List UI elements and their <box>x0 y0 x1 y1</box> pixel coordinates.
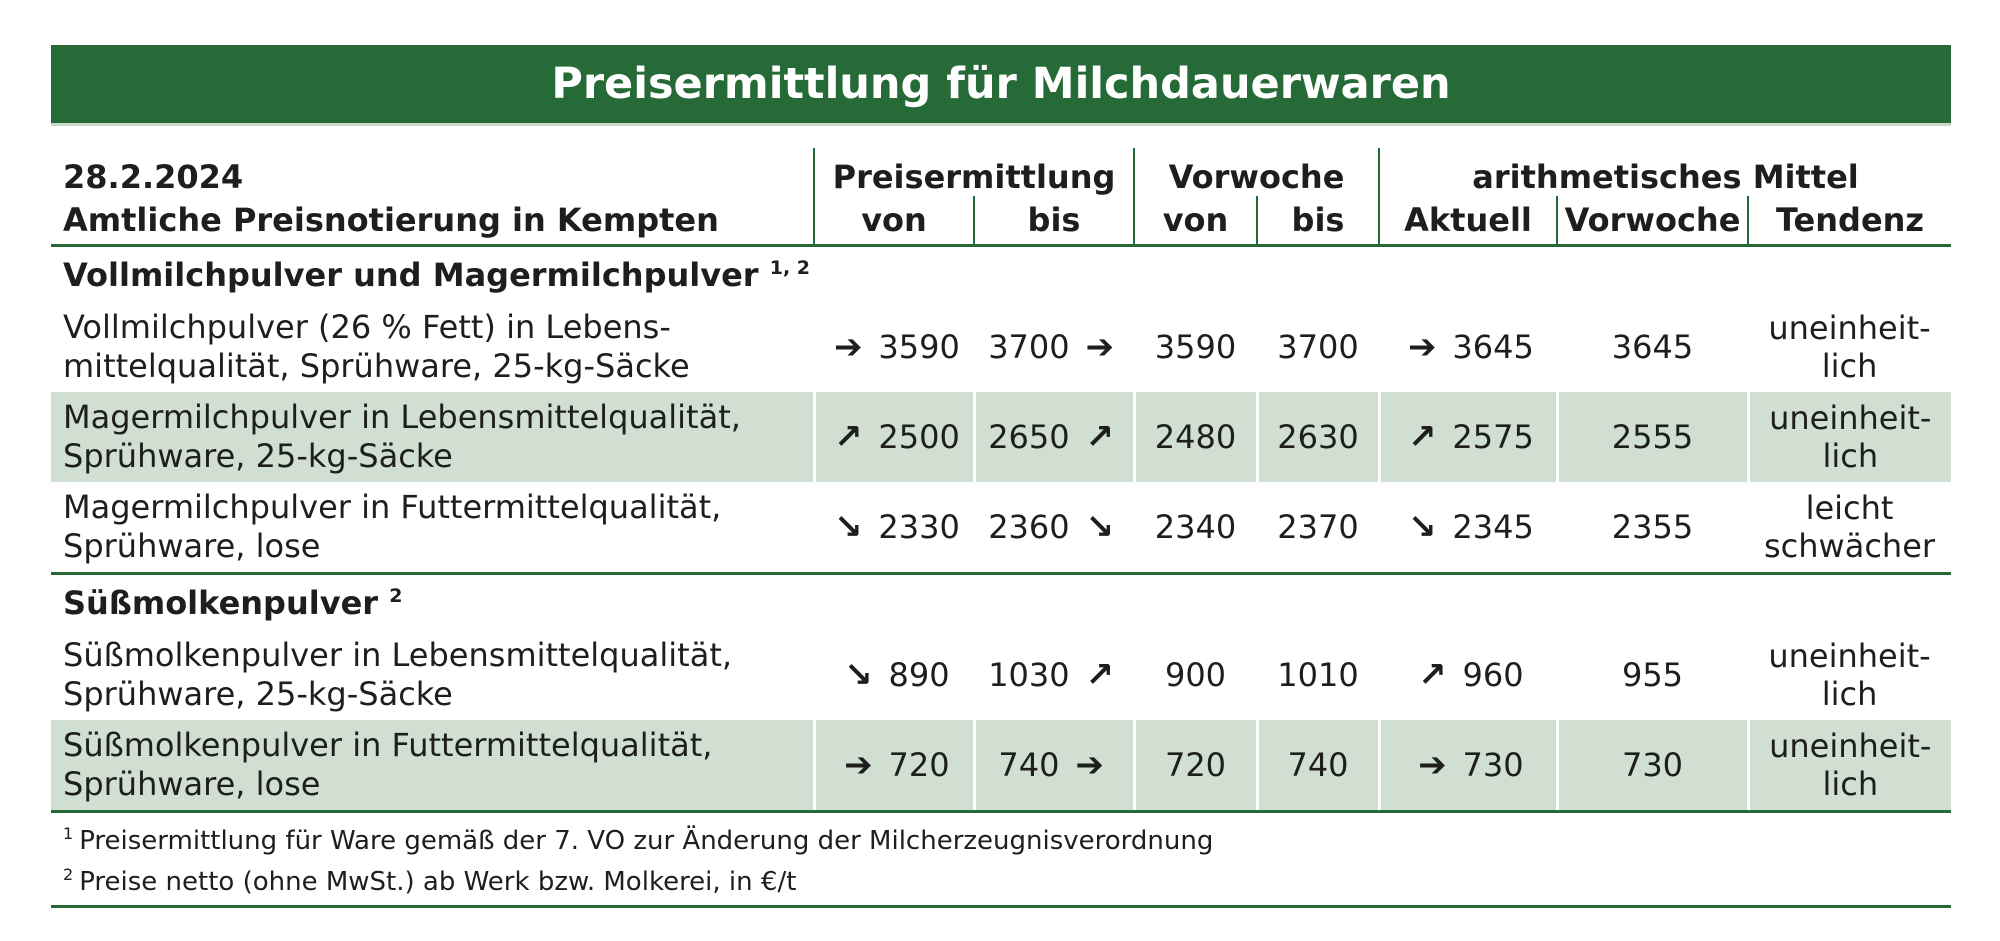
cell-von <box>814 482 974 574</box>
price-table <box>51 148 1951 813</box>
report-title: Preisermittlung für Milchdauerwaren <box>51 45 1951 123</box>
cell-bis <box>974 720 1134 812</box>
value-bis: 2360 <box>988 508 1070 546</box>
product-label-line-2: Sprühware, lose <box>63 765 321 803</box>
price-report <box>51 45 1951 908</box>
cell-von <box>814 392 974 482</box>
value-bis: 2650 <box>988 418 1070 456</box>
cell-aktuell <box>1379 302 1557 392</box>
report-subtitle: Amtliche Preisnotierung in Kempten <box>51 196 814 246</box>
value-vorwoche-bis: 2370 <box>1277 508 1359 546</box>
value-mittel-vorwoche: 3645 <box>1611 328 1694 366</box>
footnote-2 <box>63 858 1951 899</box>
up-right-arrow-icon: ↗ <box>1418 655 1447 695</box>
cell-bis <box>974 482 1134 574</box>
value-mittel-vorwoche: 2555 <box>1611 418 1694 456</box>
cell-bis <box>974 392 1134 482</box>
value-aktuell: 730 <box>1462 746 1524 784</box>
value-vorwoche-bis: 2630 <box>1277 418 1359 456</box>
value-aktuell: 3645 <box>1452 328 1534 366</box>
value-bis: 3700 <box>988 328 1070 366</box>
cell-vorwoche-bis <box>1257 720 1379 812</box>
cell-vorwoche-bis <box>1257 482 1379 574</box>
product-label-line-2: Sprühware, 25-kg-Säcke <box>63 675 453 713</box>
footnotes <box>51 817 1951 899</box>
cell-mittel-vorwoche <box>1557 302 1748 392</box>
cell-tendenz <box>1748 482 1951 574</box>
col-head-von: von <box>814 196 974 246</box>
report-date: 28.2.2024 <box>63 158 244 196</box>
right-arrow-icon: ➔ <box>833 327 863 367</box>
value-mittel-vorwoche: 955 <box>1621 656 1684 694</box>
table-row <box>51 302 1951 392</box>
tendenz-line-1: uneinheit- <box>1768 637 1931 675</box>
cell-vorwoche-bis <box>1257 630 1379 720</box>
cell-von <box>814 630 974 720</box>
table-row <box>51 720 1951 812</box>
product-label-line-1: Süßmolkenpulver in Futtermittelqualität, <box>63 726 713 764</box>
value-vorwoche-von: 3590 <box>1154 328 1237 366</box>
cell-mittel-vorwoche <box>1557 392 1748 482</box>
tendenz-line-1: leicht <box>1805 489 1894 527</box>
cell-vorwoche-von <box>1134 630 1257 720</box>
table-row <box>51 392 1951 482</box>
tendenz-line-1: uneinheit- <box>1768 309 1931 347</box>
product-label-line-2: mittelqualität, Sprühware, 25-kg-Säcke <box>63 347 690 385</box>
cell-bis <box>974 302 1134 392</box>
product-label-line-2: Sprühware, lose <box>63 527 321 565</box>
col-head-bis: bis <box>974 196 1134 246</box>
cell-aktuell <box>1379 392 1557 482</box>
bottom-rule <box>51 905 1951 908</box>
right-arrow-icon: ➔ <box>844 745 873 785</box>
up-right-arrow-icon: ↗ <box>1085 417 1115 457</box>
value-mittel-vorwoche: 730 <box>1621 746 1684 784</box>
tendenz-line-2: lich <box>1822 437 1879 475</box>
value-von: 2500 <box>878 418 960 456</box>
value-mittel-vorwoche: 2355 <box>1611 508 1694 546</box>
up-right-arrow-icon: ↗ <box>1407 417 1437 457</box>
value-von: 3590 <box>878 328 960 366</box>
section-footnote-ref: 1, 2 <box>769 256 810 279</box>
cell-aktuell <box>1379 482 1557 574</box>
cell-vorwoche-von <box>1134 392 1257 482</box>
product-label <box>51 482 814 574</box>
cell-vorwoche-von <box>1134 482 1257 574</box>
tendenz-line-1: uneinheit- <box>1769 399 1932 437</box>
down-right-arrow-icon: ↘ <box>844 655 873 695</box>
value-vorwoche-von: 900 <box>1164 656 1227 694</box>
footnote-1 <box>63 817 1951 858</box>
value-bis: 740 <box>998 746 1060 784</box>
col-head-aktuell: Aktuell <box>1379 196 1557 246</box>
cell-tendenz <box>1748 630 1951 720</box>
down-right-arrow-icon: ↘ <box>1085 507 1115 547</box>
section-footnote-ref: 2 <box>389 584 403 607</box>
cell-mittel-vorwoche <box>1557 482 1748 574</box>
footnote-mark: 2 <box>63 865 74 884</box>
col-head-vorwoche-bis: bis <box>1257 196 1379 246</box>
section-title-cell <box>51 246 1951 303</box>
up-right-arrow-icon: ↗ <box>833 417 863 457</box>
tendenz-line-2: lich <box>1821 347 1878 385</box>
product-label <box>51 630 814 720</box>
product-label-line-1: Magermilchpulver in Futtermittelqualität, <box>63 488 722 526</box>
product-label-line-1: Süßmolkenpulver in Lebensmittelqualität, <box>63 636 733 674</box>
product-label-line-2: Sprühware, 25-kg-Säcke <box>63 437 453 475</box>
group-head-vorwoche: Vorwoche <box>1134 148 1379 196</box>
cell-bis <box>974 630 1134 720</box>
cell-mittel-vorwoche <box>1557 630 1748 720</box>
cell-vorwoche-bis <box>1257 302 1379 392</box>
value-vorwoche-bis: 740 <box>1287 746 1349 784</box>
right-arrow-icon: ➔ <box>1418 745 1447 785</box>
cell-vorwoche-bis <box>1257 392 1379 482</box>
cell-tendenz <box>1748 720 1951 812</box>
value-vorwoche-von: 2340 <box>1154 508 1237 546</box>
right-arrow-icon: ➔ <box>1075 745 1104 785</box>
value-von: 720 <box>888 746 950 784</box>
section-title-cell <box>51 574 1951 631</box>
product-label-line-1: Vollmilchpulver (26 % Fett) in Lebens- <box>63 308 671 346</box>
cell-tendenz <box>1748 302 1951 392</box>
col-head-tendenz: Tendenz <box>1748 196 1951 246</box>
value-aktuell: 2575 <box>1452 418 1534 456</box>
table-row <box>51 630 1951 720</box>
cell-von <box>814 302 974 392</box>
down-right-arrow-icon: ↘ <box>833 507 863 547</box>
product-label <box>51 392 814 482</box>
group-head-mittel: arithmetisches Mittel <box>1379 148 1951 196</box>
value-von: 890 <box>888 656 950 694</box>
tendenz-line-1: uneinheit- <box>1769 727 1932 765</box>
cell-tendenz <box>1748 392 1951 482</box>
value-vorwoche-bis: 1010 <box>1277 656 1359 694</box>
value-von: 2330 <box>878 508 960 546</box>
cell-aktuell <box>1379 630 1557 720</box>
down-right-arrow-icon: ↘ <box>1407 507 1437 547</box>
value-vorwoche-bis: 3700 <box>1277 328 1359 366</box>
tendenz-line-2: schwächer <box>1763 527 1936 565</box>
section-row <box>51 246 1951 303</box>
cell-mittel-vorwoche <box>1557 720 1748 812</box>
title-divider <box>51 123 1951 126</box>
footnote-text: Preise netto (ohne MwSt.) ab Werk bzw. Molkerei, in €/t <box>79 867 797 897</box>
tendenz-line-2: lich <box>1821 675 1878 713</box>
value-aktuell: 960 <box>1462 656 1524 694</box>
tendenz-line-2: lich <box>1822 765 1879 803</box>
product-label-line-1: Magermilchpulver in Lebensmittelqualität, <box>63 398 741 436</box>
cell-von <box>814 720 974 812</box>
value-vorwoche-von: 2480 <box>1154 418 1237 456</box>
section-title: Vollmilchpulver und Magermilchpulver <box>63 255 759 294</box>
col-head-vorwoche-von: von <box>1134 196 1257 246</box>
section-title: Süßmolkenpulver <box>63 583 379 622</box>
cell-vorwoche-von <box>1134 302 1257 392</box>
cell-vorwoche-von <box>1134 720 1257 812</box>
cell-aktuell <box>1379 720 1557 812</box>
value-bis: 1030 <box>988 656 1070 694</box>
footnote-text: Preisermittlung für Ware gemäß der 7. VO zur Änderung der Milcherzeugnisverordnung <box>79 826 1214 856</box>
right-arrow-icon: ➔ <box>1085 327 1115 367</box>
right-arrow-icon: ➔ <box>1407 327 1437 367</box>
col-head-mittel-vorwoche: Vorwoche <box>1557 196 1748 246</box>
table-row <box>51 482 1951 574</box>
section-row <box>51 574 1951 631</box>
group-head-preisermittlung: Preisermittlung <box>814 148 1134 196</box>
product-label <box>51 720 814 812</box>
footnote-mark: 1 <box>63 824 74 843</box>
value-vorwoche-von: 720 <box>1164 746 1227 784</box>
value-aktuell: 2345 <box>1452 508 1534 546</box>
up-right-arrow-icon: ↗ <box>1085 655 1115 695</box>
product-label <box>51 302 814 392</box>
